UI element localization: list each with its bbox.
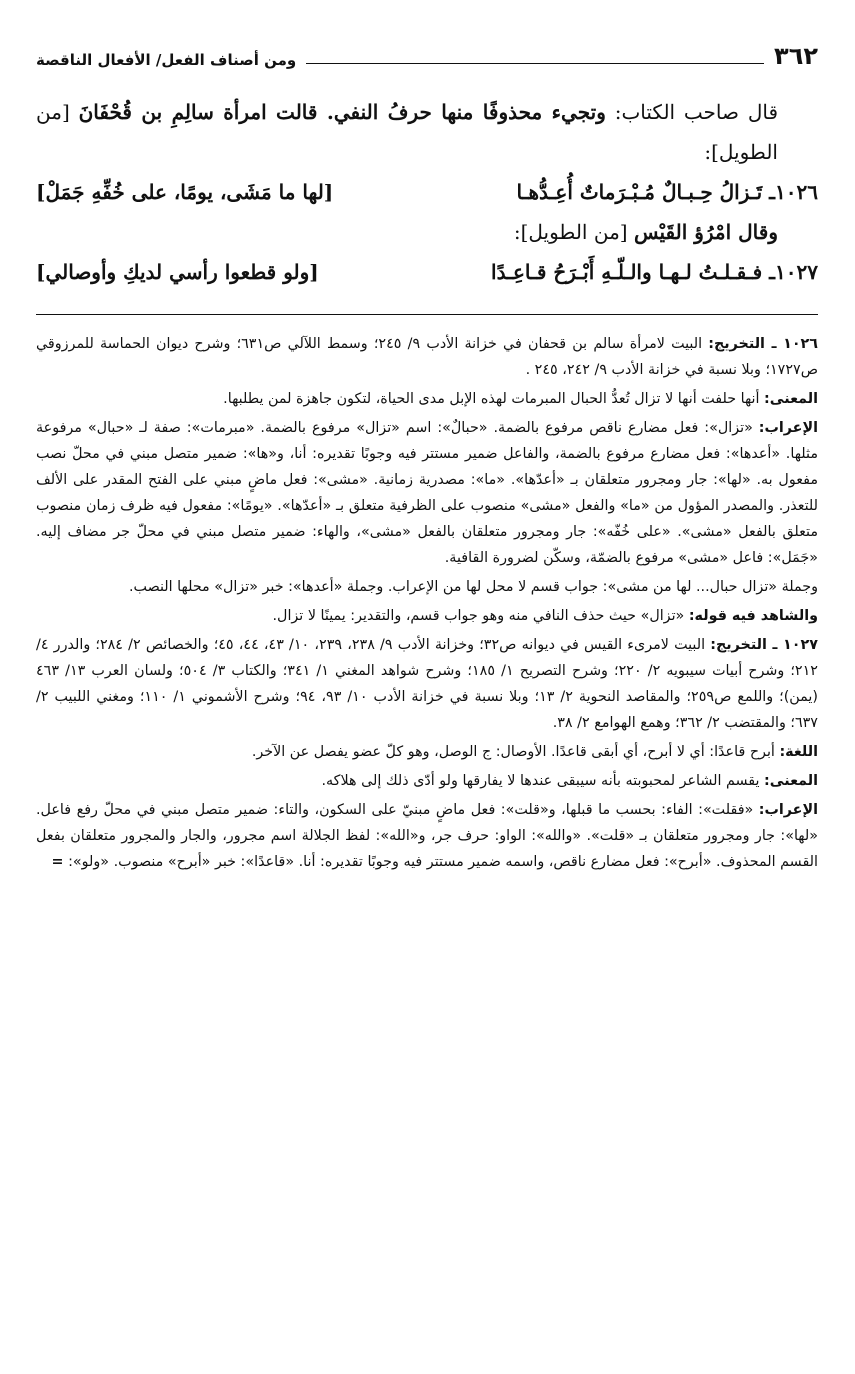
- intro-meter: [من الطويل]:: [36, 100, 778, 164]
- intro-lead: قال صاحب الكتاب:: [605, 100, 779, 124]
- header-rule: [306, 63, 764, 64]
- note-1026-irab: الإعراب: «تزال»: فعل مضارع ناقص مرفوع بالضمة. «حبالٌ»: اسم «تزال» مرفوع بالضمة. «مبرمات»: صفة لـ «حبال» مرفوعة مثلها. «أعدها»: فعل مضارع مرفوع بالضمة، والفاعل ضمير مستتر فيه وجوبًا تقديره: أنا، و«ها»: ضمير متصل مبني في محلّ نصب مفعول به. «لها»: جار ومجرور متعلقان بـ «أعدّها». «ما»: مصدرية زمانية. «مشى»: فعل ماضٍ مبني على الفتح المقدر على الألف للتعذر. والمصدر المؤول من «ما» والفعل «مشى» منصوب على الظرفية متعلق بـ «أعدّها». «يومًا»: مفعول فيه ظرف زمان منصوب متعلق بالفعل «مشى». «على خُفّه»: جار ومجرور متعلقان بالفعل «مشى»، والهاء: ضمير متصل مبني في محلّ جر مضاف إليه. «جَمَل»: فاعل «مشى» مرفوع بالضمّة، وسكّن لضرورة القافية.: [36, 420, 818, 566]
- note-1027-lugha: اللغة: أبرح قاعدًا: أي لا أبرح، أي أبقى قاعدًا. الأوصال: ج الوصل، وهو كلّ عضو يفصل عن الآخر.: [251, 744, 818, 760]
- footnote-divider: [36, 314, 818, 315]
- note-1027-takhrij: ١٠٢٧ ـ التخريج: البيت لامرىء القيس في ديوانه ص٣٢؛ وخزانة الأدب ٩/ ٢٣٨، ٢٣٩، ١٠/ ٤٣، ٤٤، ٤٥؛ والخصائص ٢/ ٢٨٤؛ والدرر ٤/ ٢١٢؛ وشرح أبيات سيبويه ٢/ ٢٢٠؛ وشرح التصريح ١/ ١٨٥؛ وشرح شواهد المغني ١/ ٣٤١؛ والكتاب ٣/ ٥٠٤؛ ولسان العرب ١٣/ ٤٦٣ (يمن)؛ واللمع ص٢٥٩؛ والمقاصد النحوية ٢/ ١٣؛ وبلا نسبة في خزانة الأدب ١٠/ ٩٣، ٩٤؛ وشرح الأشموني ١/ ١١٠؛ ومغني اللبيب ٢/ ٦٣٧؛ والمقتضب ٢/ ٣٦٢؛ وهمع الهوامع ٢/ ٣٨.: [36, 637, 818, 731]
- verse-1026-second-hemistich: [لها ما مَشَى، يومًا، على خُفِّهِ جَمَلْ]: [36, 180, 334, 204]
- note-1027-maana: المعنى: يقسم الشاعر لمحبوبته بأنه سيبقى عندها لا يفارقها ولو أدّى ذلك إلى هلاكه.: [321, 773, 818, 789]
- continuation-mark: =: [51, 854, 64, 870]
- verse-1026-first-hemistich: تَـزالُ حِـبـالٌ مُـبْـرَماتٌ أُعِـدُّهـا: [516, 180, 763, 204]
- intro-quote: وتجيء محذوفًا منها حرفُ النفي. قالت امرأة سالِمِ بن قُحْفَانَ: [78, 100, 606, 124]
- book-page: [36, 40, 818, 878]
- footnotes: [36, 331, 818, 875]
- intro2-paragraph: [36, 212, 818, 252]
- note-1026-jumla: وجملة «تزال حبال... لها من مشى»: جواب قسم لا محل لها من الإعراب. وجملة «أعدها»: خبر «تزال» محلها النصب.: [128, 579, 818, 595]
- page-header: [36, 40, 818, 70]
- verse-1026: [36, 172, 818, 212]
- verse-1027-second-hemistich: [ولو قطعوا رأسي لديكِ وأوصالي]: [36, 260, 319, 284]
- intro2-poet: وقال امْرُؤ القَيْس: [633, 220, 778, 244]
- running-title: ومن أصناف الفعل/ الأفعال الناقصة: [36, 51, 297, 69]
- verse-1027: [36, 252, 818, 292]
- note-1026-maana: المعنى: أنها حلفت أنها لا تزال تُعدُّ الحبال المبرمات لهذه الإبل مدى الحياة، لتكون جاهزة لمن يطلبها.: [223, 391, 818, 407]
- verse-1026-number: ١٠٢٦ـ: [762, 180, 818, 204]
- note-1026-takhrij: ١٠٢٦ ـ التخريج: البيت لامرأة سالم بن قحفان في خزانة الأدب ٩/ ٢٤٥؛ وسمط اللآلي ص٦٣١؛ وشرح ديوان الحماسة للمرزوقي ص١٧٢٧؛ وبلا نسبة في خزانة الأدب ٩/ ٢٤٢، ٢٤٥ .: [36, 336, 818, 378]
- page-number: ٣٦٢: [774, 42, 818, 70]
- intro-paragraph: [36, 92, 818, 172]
- verse-1027-first-hemistich: فـقـلـتُ لـهـا والـلّـهِ أَبْـرَحُ قـاعِـدًا: [491, 260, 763, 284]
- verse-1027-number: ١٠٢٧ـ: [762, 260, 818, 284]
- main-text: [36, 92, 818, 292]
- intro2-meter: [من الطويل]:: [513, 220, 634, 244]
- note-1027-irab: الإعراب: «فقلت»: الفاء: بحسب ما قبلها، و«قلت»: فعل ماضٍ مبنيّ على السكون، والتاء: ضمير متصل مبني في محلّ رفع فاعل. «لها»: جار ومجرور متعلقان بـ «قلت». «والله»: الواو: حرف جر، و«الله»: لفظ الجلالة اسم مجرور، والجار والمجرور متعلقان بفعل القسم المحذوف. «أبرح»: فعل مضارع ناقص، واسمه ضمير مستتر فيه وجوبًا تقديره: أنا. «قاعدًا»: خبر «أبرح» منصوب. «ولو»: =: [36, 802, 818, 870]
- note-1026-shahid: والشاهد فيه قوله: «تزال» حيث حذف النافي منه وهو جواب قسم، والتقدير: يمينًا لا تزال.: [272, 608, 818, 624]
